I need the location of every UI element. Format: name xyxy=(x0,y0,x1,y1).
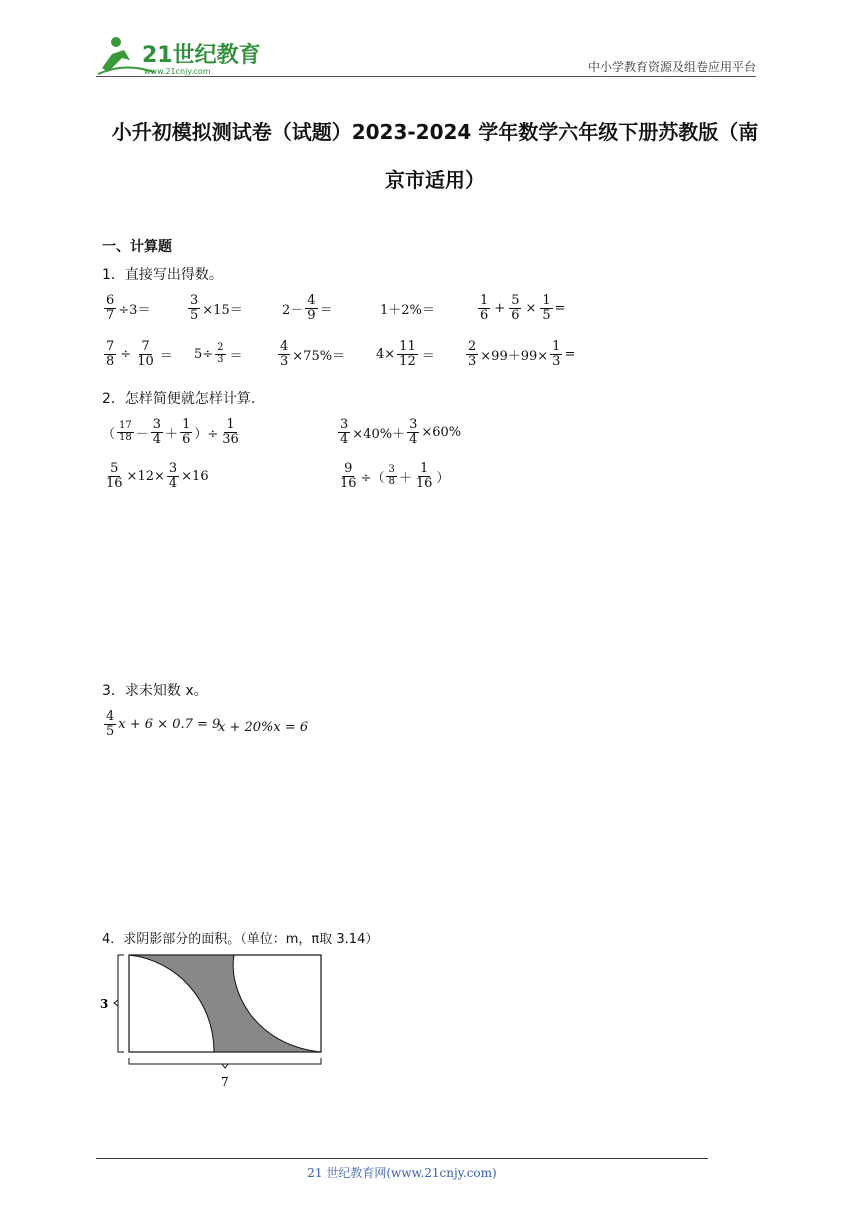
question-2-label: 2．怎样简便就怎样计算. xyxy=(102,391,256,407)
question-4-label: 4．求阴影部分的面积。（单位：m，π取 3.14） xyxy=(102,932,379,947)
site-tag: 中小学教育资源及组卷应用平台 xyxy=(587,60,756,74)
q1-item: 1＋2%＝ xyxy=(380,302,435,318)
logo-url: www.21cnjy.com xyxy=(144,67,211,76)
q2-expr-4: $\frac{9}{16}$ ÷（ $\frac{3}{8}$ ＋ $\frac{1}{16}$ ） xyxy=(340,461,450,491)
document-title xyxy=(90,108,780,204)
q1-item: $\frac{3}{5}$ ×15＝ xyxy=(190,293,243,323)
shaded-area-figure xyxy=(96,950,336,1100)
q2-expr-2: $\frac{3}{4}$ ×40%＋ $\frac{3}{4}$ ×60% xyxy=(340,417,462,447)
height-label: 3 xyxy=(100,997,109,1011)
q1-row-1 xyxy=(102,294,662,322)
q3-equation-1: $\frac{4}{5}$ x + 6 × 0.7 = 9 xyxy=(106,709,221,739)
q1-item: $\frac{6}{7}$ ÷3＝ xyxy=(106,293,151,323)
q1-item: $\frac{1}{6}$ + $\frac{5}{6}$ × $\frac{1}{5}$ = xyxy=(480,293,566,323)
width-label: 7 xyxy=(221,1075,229,1089)
q2-expr-1: （ $\frac{17}{18}$ － $\frac{3}{4}$ ＋ $\frac{1}{6}$ ）÷ $\frac{1}{36}$ xyxy=(102,417,239,447)
logo-text: 21世纪教育 xyxy=(142,43,261,68)
q1-item: 2－ $\frac{4}{9}$ ＝ xyxy=(282,293,333,323)
header-divider xyxy=(96,76,756,77)
q1-item: $\frac{2}{3}$ ×99＋99× $\frac{1}{3}$ = xyxy=(468,339,576,369)
title-line-1: 小升初模拟测试卷（试题）2023-2024 学年数学六年级下册苏教版（南 xyxy=(111,120,759,144)
footer-text: 21 世纪教育网(www.21cnjy.com) xyxy=(307,1166,497,1180)
q1-item: $\frac{7}{8}$ ÷ $\frac{7}{10}$ ＝ xyxy=(106,339,173,369)
q2-expr-3: $\frac{5}{16}$ ×12× $\frac{3}{4}$ ×16 xyxy=(106,461,209,491)
question-1-label: 1．直接写出得数。 xyxy=(102,267,223,283)
section-heading: 一、计算题 xyxy=(102,239,172,255)
q1-item: 5÷ $\frac{2}{3}$ ＝ xyxy=(194,342,243,365)
q1-item: $\frac{4}{3}$ ×75%＝ xyxy=(280,339,346,369)
q3-equation-2: x + 20%x = 6 xyxy=(218,720,309,735)
question-3-label: 3．求未知数 x。 xyxy=(102,683,208,699)
footer-divider xyxy=(96,1158,708,1159)
height-bracket xyxy=(118,955,124,1052)
q1-item: 4× $\frac{11}{12}$ ＝ xyxy=(376,339,435,369)
logo xyxy=(94,32,264,80)
title-line-2: 京市适用） xyxy=(385,168,485,192)
width-bracket xyxy=(129,1058,321,1064)
q1-row-2 xyxy=(102,340,662,368)
